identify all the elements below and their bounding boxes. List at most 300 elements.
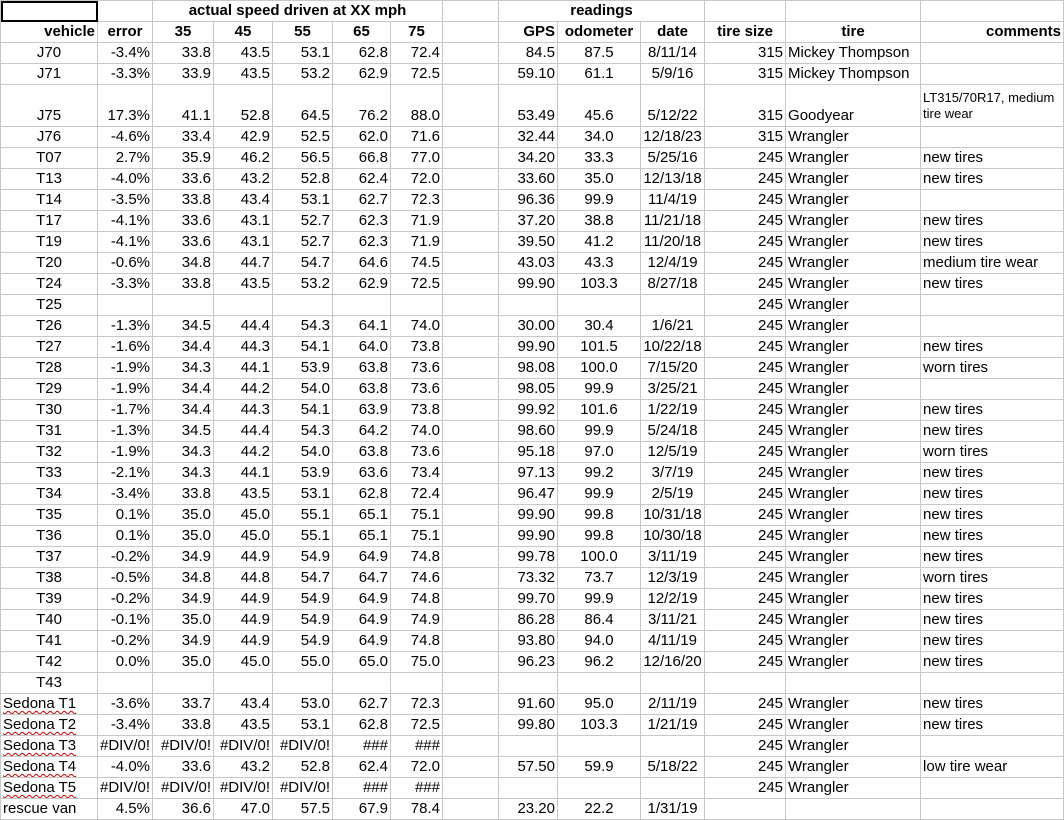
speed-55-cell[interactable]: 54.1	[273, 337, 333, 358]
odometer-cell[interactable]: 97.0	[558, 442, 641, 463]
odometer-cell[interactable]	[558, 295, 641, 316]
tire-cell[interactable]: Wrangler	[786, 610, 921, 631]
tire-size-cell[interactable]: 245	[705, 400, 786, 421]
blank-cell[interactable]	[443, 358, 499, 379]
tire-cell[interactable]: Wrangler	[786, 253, 921, 274]
tire-size-cell[interactable]: 245	[705, 463, 786, 484]
speed-75-cell[interactable]: 74.8	[391, 547, 443, 568]
speed-65-cell[interactable]: 64.2	[333, 421, 391, 442]
vehicle-cell[interactable]: T29	[1, 379, 98, 400]
speed-65-cell[interactable]: 64.7	[333, 568, 391, 589]
speed-55-cell[interactable]: 53.1	[273, 43, 333, 64]
error-cell[interactable]: -3.4%	[98, 715, 153, 736]
comments-cell[interactable]	[921, 64, 1064, 85]
speed-35-col-header[interactable]: 35	[153, 22, 214, 43]
speed-75-cell[interactable]: 73.6	[391, 442, 443, 463]
speed-45-cell[interactable]: #DIV/0!	[214, 736, 273, 757]
date-cell[interactable]: 2/5/19	[641, 484, 705, 505]
gps-cell[interactable]: 99.90	[499, 526, 558, 547]
error-cell[interactable]: -4.0%	[98, 757, 153, 778]
speed-75-cell[interactable]: 72.0	[391, 757, 443, 778]
speed-35-cell[interactable]: 41.1	[153, 85, 214, 127]
tire-cell[interactable]: Mickey Thompson	[786, 64, 921, 85]
speed-35-cell[interactable]: 34.9	[153, 631, 214, 652]
tire-cell[interactable]: Wrangler	[786, 337, 921, 358]
vehicle-cell[interactable]: T28	[1, 358, 98, 379]
tire-size-cell[interactable]: 245	[705, 568, 786, 589]
tire-cell[interactable]: Wrangler	[786, 358, 921, 379]
odometer-cell[interactable]: 99.9	[558, 421, 641, 442]
speed-35-cell[interactable]: 34.4	[153, 337, 214, 358]
date-cell[interactable]: 1/31/19	[641, 799, 705, 820]
speed-45-cell[interactable]: 45.0	[214, 526, 273, 547]
blank-cell[interactable]	[443, 148, 499, 169]
speed-65-cell[interactable]: 62.4	[333, 169, 391, 190]
tire-size-cell[interactable]: 245	[705, 652, 786, 673]
speed-45-cell[interactable]	[214, 673, 273, 694]
blank-cell[interactable]	[443, 547, 499, 568]
tire-size-cell[interactable]: 315	[705, 85, 786, 127]
speed-45-cell[interactable]: 44.4	[214, 316, 273, 337]
comments-cell[interactable]: new tires	[921, 610, 1064, 631]
odometer-cell[interactable]: 94.0	[558, 631, 641, 652]
date-cell[interactable]: 8/27/18	[641, 274, 705, 295]
odometer-cell[interactable]: 73.7	[558, 568, 641, 589]
gps-cell[interactable]: 99.78	[499, 547, 558, 568]
tire-size-cell[interactable]: 245	[705, 169, 786, 190]
tire-cell[interactable]: Wrangler	[786, 505, 921, 526]
speed-65-cell[interactable]: 62.3	[333, 232, 391, 253]
odometer-cell[interactable]: 30.4	[558, 316, 641, 337]
tire-cell[interactable]: Wrangler	[786, 421, 921, 442]
tire-size-cell[interactable]: 245	[705, 379, 786, 400]
vehicle-cell[interactable]: T39	[1, 589, 98, 610]
odometer-cell[interactable]: 95.0	[558, 694, 641, 715]
speed-75-cell[interactable]: 72.3	[391, 694, 443, 715]
blank-cell[interactable]	[443, 127, 499, 148]
odometer-cell[interactable]: 43.3	[558, 253, 641, 274]
speed-35-cell[interactable]: 33.9	[153, 64, 214, 85]
date-cell[interactable]: 12/5/19	[641, 442, 705, 463]
date-cell[interactable]: 2/11/19	[641, 694, 705, 715]
speed-35-cell[interactable]: 34.8	[153, 253, 214, 274]
gps-cell[interactable]: 99.90	[499, 505, 558, 526]
speed-55-cell[interactable]: 54.0	[273, 442, 333, 463]
vehicle-cell[interactable]	[1, 736, 98, 757]
tire-cell[interactable]: Wrangler	[786, 715, 921, 736]
gps-cell[interactable]: 39.50	[499, 232, 558, 253]
error-cell[interactable]: 0.1%	[98, 526, 153, 547]
speed-45-cell[interactable]: 44.9	[214, 589, 273, 610]
date-cell[interactable]: 3/25/21	[641, 379, 705, 400]
speed-35-cell[interactable]: 33.8	[153, 484, 214, 505]
odometer-cell[interactable]: 38.8	[558, 211, 641, 232]
gps-cell[interactable]: 37.20	[499, 211, 558, 232]
speed-75-cell[interactable]: 73.6	[391, 358, 443, 379]
tire-cell[interactable]: Wrangler	[786, 127, 921, 148]
date-cell[interactable]	[641, 736, 705, 757]
gps-cell[interactable]: 99.90	[499, 274, 558, 295]
vehicle-cell[interactable]: T37	[1, 547, 98, 568]
error-cell[interactable]: -1.6%	[98, 337, 153, 358]
tire-size-cell[interactable]: 245	[705, 295, 786, 316]
speed-75-cell[interactable]: 73.6	[391, 379, 443, 400]
speed-55-cell[interactable]: 56.5	[273, 148, 333, 169]
date-cell[interactable]: 11/4/19	[641, 190, 705, 211]
vehicle-cell[interactable]: T35	[1, 505, 98, 526]
speed-65-cell[interactable]: 62.8	[333, 484, 391, 505]
speed-55-cell[interactable]: 52.8	[273, 169, 333, 190]
error-cell[interactable]: -3.3%	[98, 274, 153, 295]
comments-cell[interactable]: new tires	[921, 694, 1064, 715]
tire-size-cell[interactable]: 245	[705, 715, 786, 736]
speed-55-cell[interactable]: 52.8	[273, 757, 333, 778]
comments-cell[interactable]: new tires	[921, 652, 1064, 673]
speed-65-cell[interactable]: 62.9	[333, 64, 391, 85]
odometer-cell[interactable]: 103.3	[558, 274, 641, 295]
comments-cell[interactable]: new tires	[921, 421, 1064, 442]
tire-cell[interactable]: Wrangler	[786, 526, 921, 547]
speed-65-cell[interactable]	[333, 673, 391, 694]
odometer-cell[interactable]: 99.9	[558, 484, 641, 505]
vehicle-cell[interactable]: T36	[1, 526, 98, 547]
speed-55-cell[interactable]: 54.3	[273, 421, 333, 442]
gps-cell[interactable]: 97.13	[499, 463, 558, 484]
vehicle-cell[interactable]: T14	[1, 190, 98, 211]
speed-55-cell[interactable]: 53.9	[273, 463, 333, 484]
tire-cell[interactable]: Wrangler	[786, 400, 921, 421]
speed-75-cell[interactable]: 74.9	[391, 610, 443, 631]
vehicle-cell[interactable]: T30	[1, 400, 98, 421]
blank-cell[interactable]	[443, 652, 499, 673]
comments-cell[interactable]: new tires	[921, 589, 1064, 610]
vehicle-cell[interactable]: T32	[1, 442, 98, 463]
date-cell[interactable]: 1/22/19	[641, 400, 705, 421]
error-cell[interactable]: -0.6%	[98, 253, 153, 274]
speed-65-cell[interactable]	[333, 295, 391, 316]
speed-55-cell[interactable]: 54.7	[273, 253, 333, 274]
speed-55-cell[interactable]: 52.5	[273, 127, 333, 148]
speed-45-cell[interactable]: 45.0	[214, 505, 273, 526]
speed-65-cell[interactable]: 65.1	[333, 505, 391, 526]
blank-cell[interactable]	[443, 799, 499, 820]
speed-75-cell[interactable]: 72.4	[391, 43, 443, 64]
speed-35-cell[interactable]: 33.6	[153, 232, 214, 253]
speed-35-cell[interactable]: 35.0	[153, 652, 214, 673]
odometer-cell[interactable]: 100.0	[558, 358, 641, 379]
comments-cell[interactable]: worn tires	[921, 568, 1064, 589]
tire-size-cell[interactable]: 245	[705, 253, 786, 274]
comments-cell[interactable]: new tires	[921, 148, 1064, 169]
tire-size-cell[interactable]: 245	[705, 547, 786, 568]
cell[interactable]	[786, 1, 921, 22]
vehicle-cell[interactable]: T38	[1, 568, 98, 589]
speed-35-cell[interactable]	[153, 295, 214, 316]
speed-65-cell[interactable]: 64.9	[333, 547, 391, 568]
tire-size-cell[interactable]: 245	[705, 274, 786, 295]
gps-cell[interactable]: 59.10	[499, 64, 558, 85]
error-cell[interactable]: #DIV/0!	[98, 778, 153, 799]
speed-75-cell[interactable]: 72.0	[391, 169, 443, 190]
blank-cell[interactable]	[443, 484, 499, 505]
error-col-header[interactable]: error	[98, 22, 153, 43]
tire-cell[interactable]: Wrangler	[786, 442, 921, 463]
tire-size-cell[interactable]: 245	[705, 610, 786, 631]
error-cell[interactable]: -3.5%	[98, 190, 153, 211]
gps-cell[interactable]: 96.36	[499, 190, 558, 211]
tire-size-cell[interactable]: 245	[705, 505, 786, 526]
speed-75-cell[interactable]: 71.9	[391, 211, 443, 232]
speed-75-cell[interactable]: 72.5	[391, 64, 443, 85]
comments-cell[interactable]	[921, 379, 1064, 400]
tire-size-cell[interactable]: 245	[705, 484, 786, 505]
speed-75-cell[interactable]: 75.1	[391, 505, 443, 526]
comments-cell[interactable]: new tires	[921, 547, 1064, 568]
blank-cell[interactable]	[443, 757, 499, 778]
speed-65-cell[interactable]: 62.8	[333, 715, 391, 736]
date-cell[interactable]: 4/11/19	[641, 631, 705, 652]
odometer-cell[interactable]: 59.9	[558, 757, 641, 778]
date-cell[interactable]	[641, 778, 705, 799]
speed-35-cell[interactable]: 34.3	[153, 358, 214, 379]
speed-55-cell[interactable]: 53.1	[273, 715, 333, 736]
speed-45-cell[interactable]: 52.8	[214, 85, 273, 127]
tire-cell[interactable]: Wrangler	[786, 757, 921, 778]
vehicle-cell[interactable]	[1, 694, 98, 715]
speed-45-cell[interactable]: 43.2	[214, 757, 273, 778]
odometer-cell[interactable]: 96.2	[558, 652, 641, 673]
cell[interactable]	[98, 1, 153, 22]
error-cell[interactable]: -1.9%	[98, 442, 153, 463]
speed-45-cell[interactable]: 43.5	[214, 715, 273, 736]
speed-45-cell[interactable]: 42.9	[214, 127, 273, 148]
speed-75-cell[interactable]: 73.8	[391, 400, 443, 421]
date-cell[interactable]: 12/3/19	[641, 568, 705, 589]
comments-cell[interactable]	[921, 316, 1064, 337]
odometer-cell[interactable]: 34.0	[558, 127, 641, 148]
speed-65-cell[interactable]: 62.4	[333, 757, 391, 778]
blank-cell[interactable]	[443, 673, 499, 694]
gps-cell[interactable]	[499, 295, 558, 316]
speed-65-cell[interactable]: 64.6	[333, 253, 391, 274]
speed-35-cell[interactable]: 34.9	[153, 547, 214, 568]
blank-cell[interactable]	[443, 589, 499, 610]
comments-cell[interactable]: new tires	[921, 484, 1064, 505]
speed-75-cell[interactable]: 73.8	[391, 337, 443, 358]
vehicle-cell[interactable]: T31	[1, 421, 98, 442]
speed-35-cell[interactable]: 34.8	[153, 568, 214, 589]
tire-size-cell[interactable]: 315	[705, 43, 786, 64]
speed-65-cell[interactable]: 65.1	[333, 526, 391, 547]
tire-size-cell[interactable]: 245	[705, 694, 786, 715]
vehicle-cell[interactable]: J75	[1, 85, 98, 127]
speed-65-cell[interactable]: 62.7	[333, 694, 391, 715]
odometer-cell[interactable]: 99.8	[558, 505, 641, 526]
speed-75-cell[interactable]: 74.0	[391, 421, 443, 442]
comments-cell[interactable]: new tires	[921, 337, 1064, 358]
speed-65-cell[interactable]: 67.9	[333, 799, 391, 820]
speed-45-cell[interactable]: 44.9	[214, 547, 273, 568]
speed-65-cell[interactable]: 64.9	[333, 631, 391, 652]
comments-cell[interactable]	[921, 127, 1064, 148]
tire-cell[interactable]: Wrangler	[786, 295, 921, 316]
vehicle-cell[interactable]: T26	[1, 316, 98, 337]
error-cell[interactable]: -0.2%	[98, 547, 153, 568]
speed-35-cell[interactable]: 35.0	[153, 610, 214, 631]
odometer-cell[interactable]: 100.0	[558, 547, 641, 568]
date-cell[interactable]	[641, 295, 705, 316]
speed-75-cell[interactable]: 88.0	[391, 85, 443, 127]
tire-size-cell[interactable]: 245	[705, 316, 786, 337]
date-cell[interactable]: 7/15/20	[641, 358, 705, 379]
vehicle-cell[interactable]: T41	[1, 631, 98, 652]
tire-size-cell[interactable]: 315	[705, 64, 786, 85]
error-cell[interactable]: -2.1%	[98, 463, 153, 484]
vehicle-cell[interactable]: T17	[1, 211, 98, 232]
tire-size-col-header[interactable]: tire size	[705, 22, 786, 43]
error-cell[interactable]	[98, 295, 153, 316]
blank-cell[interactable]	[443, 694, 499, 715]
comments-cell[interactable]: new tires	[921, 526, 1064, 547]
speed-75-cell[interactable]: 74.0	[391, 316, 443, 337]
comments-cell[interactable]: LT315/70R17, medium tire wear	[921, 85, 1064, 127]
date-cell[interactable]: 12/16/20	[641, 652, 705, 673]
vehicle-cell[interactable]: T20	[1, 253, 98, 274]
speed-35-cell[interactable]: 33.6	[153, 757, 214, 778]
comments-cell[interactable]: new tires	[921, 274, 1064, 295]
error-cell[interactable]: -1.7%	[98, 400, 153, 421]
speed-45-cell[interactable]: 43.1	[214, 232, 273, 253]
speed-75-cell[interactable]	[391, 295, 443, 316]
speed-45-cell[interactable]: 44.2	[214, 379, 273, 400]
speed-35-cell[interactable]: 33.6	[153, 211, 214, 232]
speed-45-cell[interactable]: 44.3	[214, 400, 273, 421]
odometer-cell[interactable]: 35.0	[558, 169, 641, 190]
speed-45-cell[interactable]: 43.5	[214, 274, 273, 295]
tire-size-cell[interactable]: 315	[705, 127, 786, 148]
vehicle-cell[interactable]	[1, 757, 98, 778]
comments-cell[interactable]: new tires	[921, 400, 1064, 421]
speed-65-cell[interactable]: 63.8	[333, 442, 391, 463]
gps-cell[interactable]: 93.80	[499, 631, 558, 652]
speed-75-cell[interactable]: ###	[391, 778, 443, 799]
speed-35-cell[interactable]: 33.8	[153, 43, 214, 64]
comments-cell[interactable]: new tires	[921, 211, 1064, 232]
tire-size-cell[interactable]: 245	[705, 757, 786, 778]
error-cell[interactable]: -0.1%	[98, 610, 153, 631]
speed-35-cell[interactable]: #DIV/0!	[153, 736, 214, 757]
speed-55-cell[interactable]: 53.2	[273, 274, 333, 295]
odometer-cell[interactable]: 99.9	[558, 190, 641, 211]
date-cell[interactable]: 11/21/18	[641, 211, 705, 232]
blank-cell[interactable]	[443, 400, 499, 421]
blank-cell[interactable]	[443, 316, 499, 337]
vehicle-cell[interactable]: T42	[1, 652, 98, 673]
comments-cell[interactable]	[921, 43, 1064, 64]
speed-35-cell[interactable]: 33.8	[153, 274, 214, 295]
gps-cell[interactable]: 43.03	[499, 253, 558, 274]
blank-cell[interactable]	[443, 778, 499, 799]
gps-cell[interactable]: 34.20	[499, 148, 558, 169]
odometer-cell[interactable]: 99.9	[558, 379, 641, 400]
cell[interactable]	[443, 1, 499, 22]
speed-35-cell[interactable]	[153, 673, 214, 694]
tire-size-cell[interactable]	[705, 673, 786, 694]
error-cell[interactable]: -0.2%	[98, 631, 153, 652]
tire-cell[interactable]: Wrangler	[786, 169, 921, 190]
speed-65-cell[interactable]: 64.9	[333, 610, 391, 631]
tire-cell[interactable]: Wrangler	[786, 736, 921, 757]
speed-55-cell[interactable]	[273, 673, 333, 694]
odometer-cell[interactable]: 99.9	[558, 589, 641, 610]
date-cell[interactable]: 10/30/18	[641, 526, 705, 547]
speed-35-cell[interactable]: 33.8	[153, 715, 214, 736]
speed-65-cell[interactable]: 63.8	[333, 358, 391, 379]
gps-cell[interactable]	[499, 736, 558, 757]
speed-35-cell[interactable]: 36.6	[153, 799, 214, 820]
speed-35-cell[interactable]: 34.5	[153, 421, 214, 442]
speed-55-cell[interactable]: 54.3	[273, 316, 333, 337]
tire-size-cell[interactable]: 245	[705, 421, 786, 442]
speed-75-cell[interactable]: 71.6	[391, 127, 443, 148]
speed-45-cell[interactable]: 44.7	[214, 253, 273, 274]
speed-45-cell[interactable]: 47.0	[214, 799, 273, 820]
speed-75-cell[interactable]	[391, 673, 443, 694]
tire-size-cell[interactable]: 245	[705, 631, 786, 652]
vehicle-cell[interactable]: J70	[1, 43, 98, 64]
speed-65-cell[interactable]: 63.8	[333, 379, 391, 400]
date-cell[interactable]: 12/13/18	[641, 169, 705, 190]
comments-cell[interactable]	[921, 295, 1064, 316]
date-col-header[interactable]: date	[641, 22, 705, 43]
error-cell[interactable]: -4.1%	[98, 232, 153, 253]
blank-cell[interactable]	[443, 253, 499, 274]
gps-cell[interactable]: 99.70	[499, 589, 558, 610]
speed-45-cell[interactable]: 43.1	[214, 211, 273, 232]
speed-75-cell[interactable]: 72.5	[391, 715, 443, 736]
speed-35-cell[interactable]: 34.4	[153, 400, 214, 421]
comments-cell[interactable]: medium tire wear	[921, 253, 1064, 274]
speed-75-cell[interactable]: 72.4	[391, 484, 443, 505]
comments-cell[interactable]: new tires	[921, 169, 1064, 190]
error-cell[interactable]: -4.1%	[98, 211, 153, 232]
speed-65-cell[interactable]: 76.2	[333, 85, 391, 127]
gps-cell[interactable]: 98.60	[499, 421, 558, 442]
tire-size-cell[interactable]	[705, 799, 786, 820]
blank-cell[interactable]	[443, 463, 499, 484]
comments-cell[interactable]: new tires	[921, 631, 1064, 652]
tire-cell[interactable]: Wrangler	[786, 778, 921, 799]
gps-cell[interactable]: 96.47	[499, 484, 558, 505]
date-cell[interactable]: 10/22/18	[641, 337, 705, 358]
date-cell[interactable]: 5/18/22	[641, 757, 705, 778]
comments-cell[interactable]	[921, 736, 1064, 757]
tire-cell[interactable]: Wrangler	[786, 148, 921, 169]
tire-cell[interactable]: Wrangler	[786, 589, 921, 610]
gps-cell[interactable]: 98.05	[499, 379, 558, 400]
speed-45-cell[interactable]: 44.1	[214, 358, 273, 379]
blank-cell[interactable]	[443, 190, 499, 211]
gps-cell[interactable]: 98.08	[499, 358, 558, 379]
speed-45-cell[interactable]: 44.9	[214, 631, 273, 652]
date-cell[interactable]: 5/9/16	[641, 64, 705, 85]
blank-cell[interactable]	[443, 631, 499, 652]
speed-65-cell[interactable]: 62.9	[333, 274, 391, 295]
blank-cell[interactable]	[443, 43, 499, 64]
date-cell[interactable]: 3/11/19	[641, 547, 705, 568]
selected-cell[interactable]	[1, 1, 98, 22]
speed-55-cell[interactable]: 54.1	[273, 400, 333, 421]
